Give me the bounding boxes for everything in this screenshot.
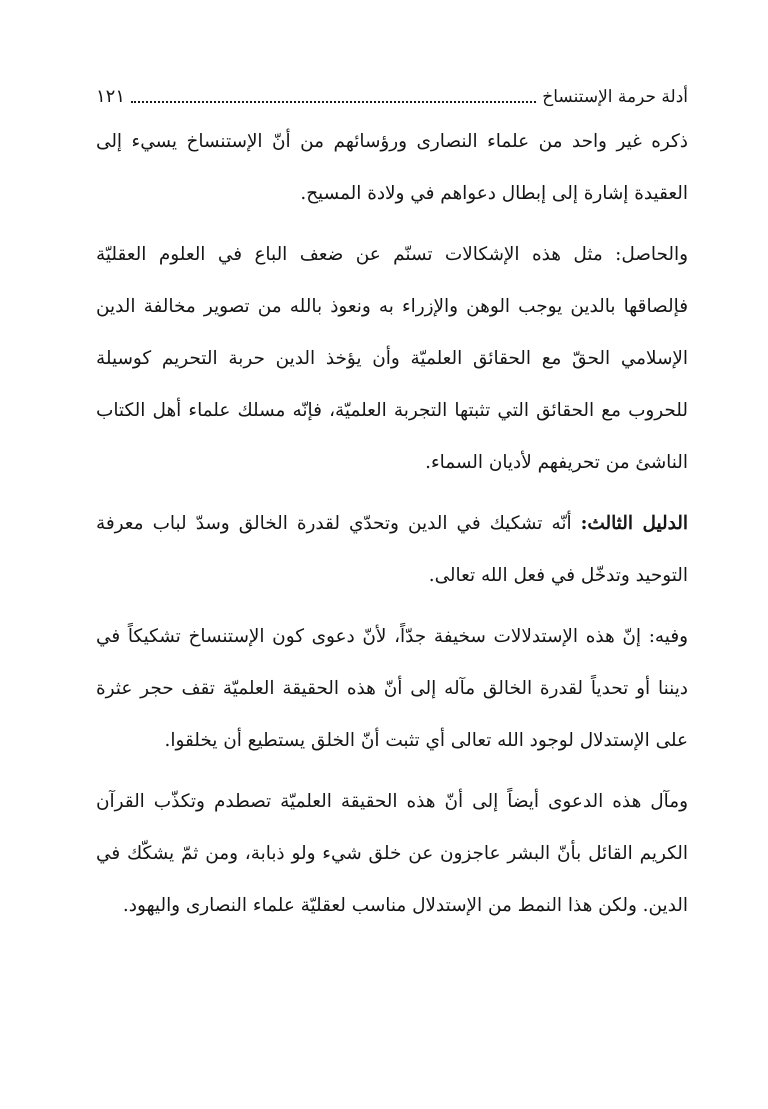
paragraph-2 [96, 229, 688, 489]
body-text [96, 116, 688, 941]
paragraph-lead: الدليل الثالث: [580, 513, 688, 534]
paragraph-3 [96, 498, 688, 602]
page-number: ١٢١ [96, 86, 126, 107]
running-header [96, 76, 688, 108]
running-title: أدلة حرمة الإستنساخ [542, 87, 688, 107]
paragraph-text: وفيه: إنّ هذه الإستدلالات سخيفة جدّاً، لأنّ دعوى كون الإستنساخ تشكيكاً في ديننا أو تحدياً لقدرة الخالق مآله إلى أنّ هذه الحقيقة العلميّة تقف حجر عثرة على الإستدلال لوجود الله تعالى أي تثبت أنّ الخلق يستطيع أن يخلقوا. [96, 626, 688, 751]
paragraph-text: ومآل هذه الدعوى أيضاً إلى أنّ هذه الحقيقة العلميّة تصطدم وتكذّب القرآن الكريم القائل بأنّ البشر عاجزون عن خلق شيء ولو ذبابة، ومن ثمّ يشكّك في الدين. ولكن هذا النمط من الإستدلال مناسب لعقليّة علماء النصارى واليهود. [96, 791, 688, 916]
paragraph-4 [96, 611, 688, 767]
paragraph-1 [96, 116, 688, 220]
paragraph-text: أنّه تشكيك في الدين وتحدّي لقدرة الخالق وسدّ لباب معرفة التوحيد وتدخّل في فعل الله تعالى. [96, 513, 688, 586]
paragraph-text: والحاصل: مثل هذه الإشكالات تسنّم عن ضعف الباع في العلوم العقليّة فإلصاقها بالدين يوجب الوهن والإزراء به ونعوذ بالله من تصوير مخالفة الدين الإسلامي الحقّ مع الحقائق العلميّة وأن يؤخذ الدين حربة التحريم كوسيلة للحروب مع الحقائق التي تثبتها التجربة العلميّة، فإنّه مسلك علماء أهل الكتاب الناشئ من تحريفهم لأديان السماء. [96, 244, 688, 473]
paragraph-text: ذكره غير واحد من علماء النصارى ورؤسائهم من أنّ الإستنساخ يسيء إلى العقيدة إشارة إلى إبطال دعواهم في ولادة المسيح. [96, 131, 688, 204]
paragraph-5 [96, 776, 688, 932]
dot-leader [131, 100, 536, 103]
